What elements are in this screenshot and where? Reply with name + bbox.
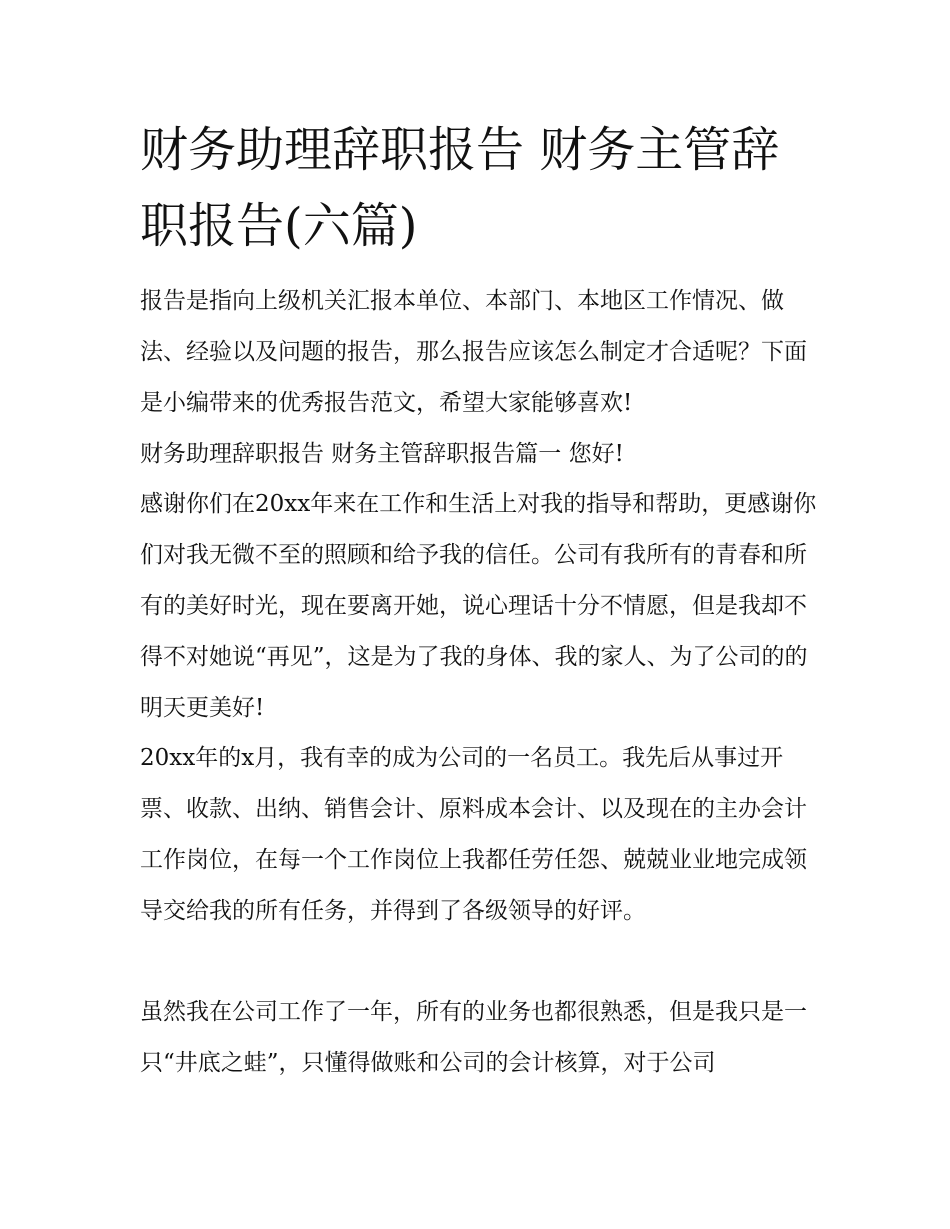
paragraph-intro: 报告是指向上级机关汇报本单位、本部门、本地区工作情况、做法、经验以及问题的报告，那么报告应该怎么制定才合适呢？下面是小编带来的优秀报告范文，希望大家能够喜欢! <box>140 288 807 416</box>
paragraph-section-heading: 财务助理辞职报告 财务主管辞职报告篇一 您好! <box>140 441 624 467</box>
document-title: 财务助理辞职报告 财务主管辞职报告(六篇) <box>140 122 780 254</box>
paragraph-work-history: 20xx年的x月，我有幸的成为公司的一名员工。我先后从事过开票、收款、出纳、销售会计、原料成本会计、以及现在的主办会计工作岗位，在每一个工作岗位上我都任劳任怨、兢兢业业地完成领导交给我的所有任务，并得到了各级领导的好评。 <box>140 745 807 924</box>
paragraph-reflection: 虽然我在公司工作了一年，所有的业务也都很熟悉，但是我只是一只“井底之蛙”，只懂得做账和公司的会计核算，对于公司 <box>140 999 807 1076</box>
paragraph-thanks: 感谢你们在20xx年来在工作和生活上对我的指导和帮助，更感谢你们对我无微不至的照顾和给予我的信任。公司有我所有的青春和所有的美好时光，现在要离开她，说心理话十分不情愿，但是我却不得不对她说“再见”，这是为了我的身体、我的家人、为了公司的的明天更美好! <box>140 491 817 721</box>
